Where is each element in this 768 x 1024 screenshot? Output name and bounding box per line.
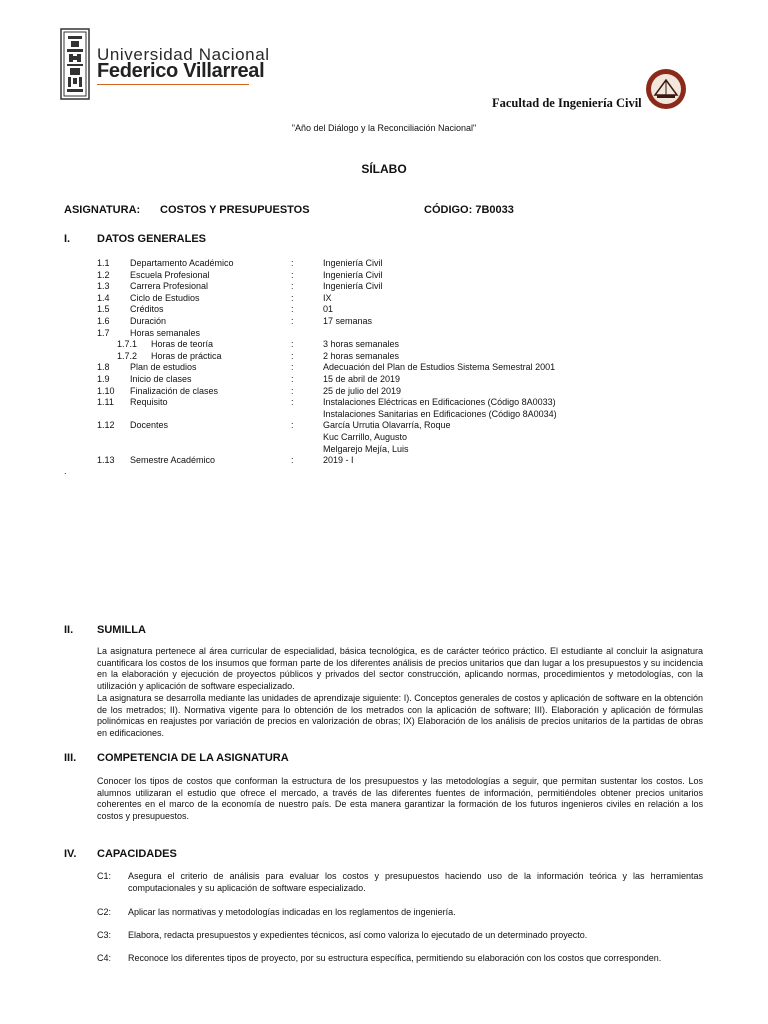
row-separator: : — [291, 339, 294, 350]
row-value: 25 de julio del 2019 — [323, 385, 402, 396]
row-separator: : — [291, 420, 294, 431]
row-value: 15 de abril de 2019 — [323, 374, 401, 384]
row-label: Requisito — [130, 397, 168, 408]
faculty-seal-icon — [645, 68, 687, 110]
row-label: Finalización de clases — [130, 385, 219, 396]
general-data-table — [0, 258, 768, 473]
row-number: 1.9 — [97, 374, 110, 384]
row-label: Créditos — [130, 304, 164, 315]
row-label: Docentes — [130, 420, 169, 431]
row-number: 1.5 — [97, 304, 110, 315]
row-label: Duración — [130, 316, 167, 326]
row-number: 1.2 — [97, 269, 110, 280]
section2-title: SUMILLA — [97, 624, 146, 636]
university-name-line1: Universidad Nacional — [97, 45, 270, 64]
row-number: 1.10 — [97, 385, 115, 396]
row-label: Carrera Profesional — [130, 281, 209, 292]
row-number: 1.4 — [97, 292, 110, 303]
row-label: Horas semanales — [130, 327, 201, 338]
row-separator: : — [291, 269, 294, 280]
row-value: IX — [323, 292, 332, 303]
row-separator: : — [291, 292, 294, 303]
row-value: 01 — [323, 304, 334, 315]
row-value: 2 horas semanales — [323, 350, 400, 361]
row-separator: : — [291, 362, 294, 373]
row-label: Horas de teoría — [151, 339, 214, 350]
row-separator: : — [291, 397, 294, 408]
university-emblem-icon — [60, 28, 90, 100]
section3-number: III. — [64, 752, 77, 764]
university-name-line2: Federico Villarreal — [97, 60, 265, 82]
row-separator: : — [291, 455, 294, 466]
capacity-4-number: C4: — [97, 953, 112, 963]
faculty-name: Facultad de Ingeniería Civil — [492, 96, 642, 110]
sumilla-paragraph-2: La asignatura se desarrolla mediante las unidades de aprendizaje siguiente: I). Conceptos generales de costos y aplicación de software en la obtención de los metrados; II). Normativa vigente para lo obtención de los metrados con la aplicación de software; III). Elaboración y aplicación de fórmulas polinómicas en reajustes por variación de precios en valorización de obras; IX) Elaboración de los análisis de precios unitarios de la partidas de obras en edificaciones. — [97, 693, 703, 738]
row-value: Ingeniería Civil — [323, 281, 383, 292]
row-value: 3 horas semanales — [323, 339, 400, 350]
capacity-3-number: C3: — [97, 930, 112, 940]
capacity-1-number: C1: — [97, 871, 112, 881]
section3-title: COMPETENCIA DE LA ASIGNATURA — [97, 752, 289, 764]
header-underline — [97, 84, 249, 85]
row-separator: : — [291, 385, 294, 396]
row-number: 1.11 — [97, 397, 114, 408]
row-value: Instalaciones Eléctricas en Edificaciones (Código 8A0033) — [323, 397, 556, 408]
row-value: Instalaciones Sanitarias en Edificaciones (Código 8A0034) — [323, 408, 557, 419]
row-label: Escuela Profesional — [130, 269, 210, 280]
row-value: 17 semanas — [323, 316, 373, 326]
row-separator: : — [291, 304, 294, 315]
row-number: 1.7 — [97, 327, 110, 338]
row-separator: : — [291, 281, 294, 292]
row-separator: : — [291, 316, 294, 326]
capacity-3-text: Elabora, redacta presupuestos y expedientes técnicos, así como valoriza lo ejecutado de un determinado proyecto. — [128, 930, 588, 940]
row-label: Inicio de clases — [130, 374, 192, 384]
section4-number: IV. — [64, 848, 77, 860]
row-number: 1.12 — [97, 420, 115, 431]
motto: "Año del Diálogo y la Reconciliación Nacional" — [291, 123, 477, 133]
row-value: Adecuación del Plan de Estudios Sistema Semestral 2001 — [323, 362, 556, 373]
row-label: Plan de estudios — [130, 362, 197, 373]
row-value: Melgarejo Mejía, Luis — [323, 443, 409, 454]
course-code: CÓDIGO: 7B0033 — [424, 204, 514, 216]
section2-number: II. — [64, 624, 74, 636]
row-number: 1.7.1 — [117, 339, 138, 350]
row-number: 1.1 — [97, 258, 110, 268]
row-number: 1.8 — [97, 362, 110, 373]
competencia-paragraph: Conocer los tipos de costos que conforman la estructura de los presupuestos y las metodologías a seguir, que permitan sustentar los costos. Los alumnos utilizaran el estudio que ofrece el mercado, a través de las diferentes fuentes de información, permitiéndoles obtener precios unitarios coherentes en el marco de la economía de nuestro país. De esta manera garantizar la formación de los futuros ingenieros civiles en relación a los costos y presupuestos. — [97, 776, 703, 821]
row-separator: : — [291, 258, 294, 268]
section1-title: DATOS GENERALES — [97, 233, 206, 245]
row-separator: : — [291, 374, 294, 384]
section1-number: I. — [64, 233, 71, 245]
stray-dot: . — [64, 466, 67, 476]
row-value: 2019 - I — [323, 455, 354, 466]
row-number: 1.3 — [97, 281, 110, 292]
document-title: SÍLABO — [361, 162, 407, 176]
row-value: García Urrutia Olavarría, Roque — [323, 420, 451, 431]
row-label: Horas de práctica — [151, 350, 222, 361]
row-separator: : — [291, 350, 294, 361]
row-value: Ingeniería Civil — [323, 269, 383, 280]
row-number: 1.6 — [97, 316, 110, 326]
capacity-2-number: C2: — [97, 907, 112, 917]
row-number: 1.13 — [97, 455, 115, 466]
capacity-4-text: Reconoce los diferentes tipos de proyecto, por su estructura específica, permitiendo su elaboración con los costos que corresponden. — [128, 953, 662, 963]
row-label: Semestre Académico — [130, 455, 216, 466]
row-label: Departamento Académico — [130, 258, 234, 268]
section4-title: CAPACIDADES — [97, 848, 177, 860]
sumilla-paragraph-1: La asignatura pertenece al área curricular de especialidad, básica tecnológica, es de carácter teórico práctico. El estudiante al concluir la asignatura cuantificara los costos de los insumos que forman parte de los diferentes análisis de precios unitarios que dan lugar a los presupuestos y su incidencia en la elaboración y ejecución de proyectos públicos y privados del sector construcción, aplicando normas, procedimientos y metodologías, con la utilización y aplicación de software especializado. — [97, 646, 703, 691]
capacity-1-text: Asegura el criterio de análisis para evaluar los costos y presupuestos haciendo uso de la información teórica y las herramientas computacionales y su aplicación de software especializado. — [128, 871, 703, 893]
course-label: ASIGNATURA: — [64, 204, 141, 216]
row-number: 1.7.2 — [117, 350, 138, 361]
course-name: COSTOS Y PRESUPUESTOS — [160, 204, 310, 216]
row-label: Ciclo de Estudios — [130, 292, 200, 303]
capacity-2-text: Aplicar las normativas y metodologías indicadas en los reglamentos de ingeniería. — [128, 907, 456, 917]
row-value: Ingeniería Civil — [323, 258, 383, 268]
row-value: Kuc Carrillo, Augusto — [323, 432, 408, 442]
